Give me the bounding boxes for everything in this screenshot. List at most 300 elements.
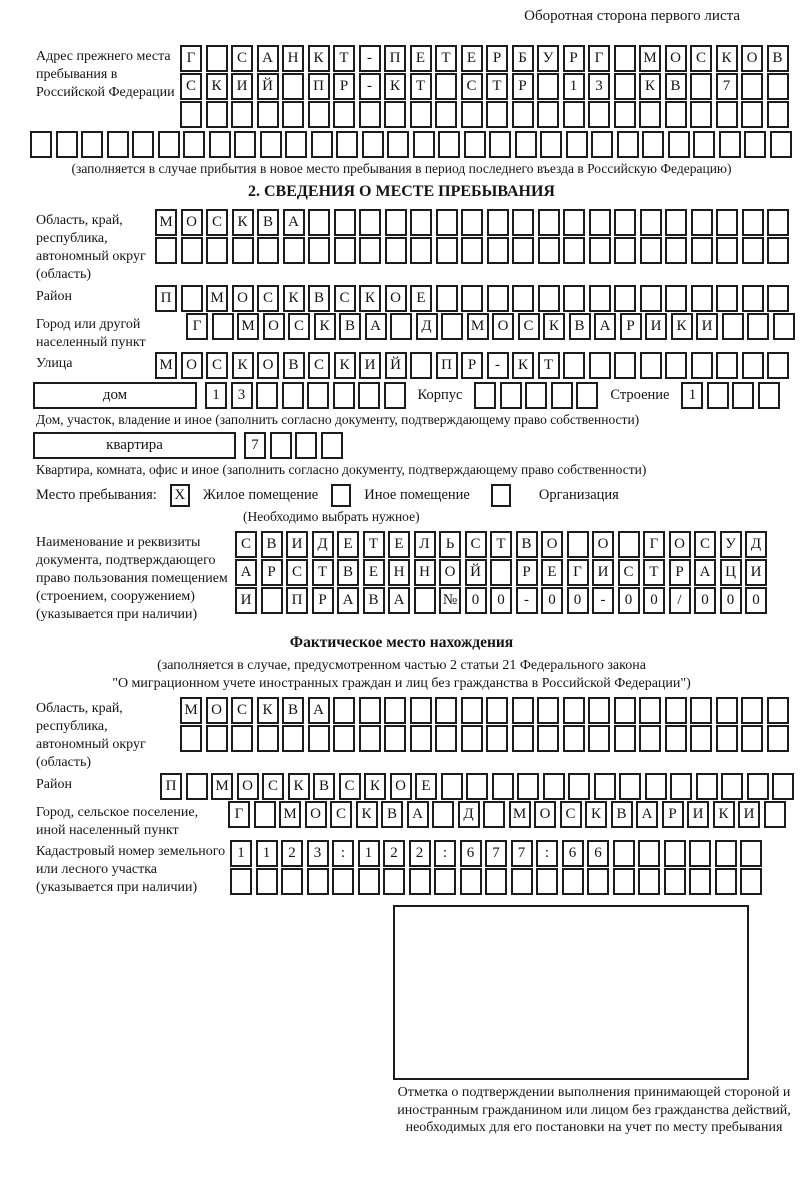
char-box[interactable]: С (334, 285, 356, 312)
char-box[interactable]: М (639, 45, 661, 72)
char-box[interactable]: М (155, 352, 177, 379)
char-box[interactable] (551, 382, 573, 409)
char-box[interactable] (270, 432, 292, 459)
char-box[interactable]: А (594, 313, 616, 340)
char-box[interactable] (232, 237, 254, 264)
house-field[interactable]: дом (33, 382, 197, 409)
char-box[interactable]: М (279, 801, 301, 828)
char-box[interactable] (691, 352, 713, 379)
char-box[interactable] (132, 131, 154, 158)
char-box[interactable]: К (671, 313, 693, 340)
char-box[interactable]: П (384, 45, 406, 72)
char-box[interactable]: С (330, 801, 352, 828)
char-box[interactable] (282, 73, 304, 100)
char-box[interactable]: К (206, 73, 228, 100)
char-box[interactable]: 1 (358, 840, 380, 867)
char-box[interactable]: О (534, 801, 556, 828)
char-box[interactable]: Е (388, 531, 410, 558)
char-box[interactable] (665, 285, 687, 312)
char-box[interactable]: Й (465, 559, 487, 586)
char-box[interactable]: Р (261, 559, 283, 586)
char-box[interactable] (588, 101, 610, 128)
char-box[interactable] (747, 313, 769, 340)
char-box[interactable] (436, 209, 458, 236)
char-box[interactable]: В (516, 531, 538, 558)
char-box[interactable] (589, 352, 611, 379)
char-box[interactable]: С (257, 285, 279, 312)
char-box[interactable] (282, 382, 304, 409)
char-box[interactable] (767, 101, 789, 128)
char-box[interactable]: Й (257, 73, 279, 100)
char-box[interactable] (614, 725, 636, 752)
char-box[interactable]: П (160, 773, 182, 800)
char-box[interactable] (261, 587, 283, 614)
char-box[interactable] (665, 352, 687, 379)
char-box[interactable]: 0 (567, 587, 589, 614)
char-box[interactable] (410, 237, 432, 264)
char-box[interactable] (691, 209, 713, 236)
char-box[interactable] (589, 285, 611, 312)
char-box[interactable]: К (283, 285, 305, 312)
char-box[interactable]: К (334, 352, 356, 379)
char-box[interactable] (716, 237, 738, 264)
char-box[interactable]: Ь (439, 531, 461, 558)
char-box[interactable] (642, 131, 664, 158)
char-box[interactable]: П (155, 285, 177, 312)
char-box[interactable] (563, 101, 585, 128)
char-box[interactable] (413, 131, 435, 158)
char-box[interactable]: И (359, 352, 381, 379)
char-box[interactable] (410, 725, 432, 752)
char-box[interactable]: М (155, 209, 177, 236)
char-box[interactable] (614, 73, 636, 100)
char-box[interactable]: 7 (485, 840, 507, 867)
char-box[interactable]: В (313, 773, 335, 800)
char-box[interactable] (689, 868, 711, 895)
char-box[interactable] (30, 131, 52, 158)
char-box[interactable]: К (713, 801, 735, 828)
char-box[interactable]: С (235, 531, 257, 558)
char-box[interactable]: К (543, 313, 565, 340)
char-box[interactable] (618, 531, 640, 558)
char-box[interactable] (638, 840, 660, 867)
char-box[interactable] (281, 868, 303, 895)
char-box[interactable]: О (206, 697, 228, 724)
char-box[interactable] (512, 209, 534, 236)
char-box[interactable] (231, 101, 253, 128)
char-box[interactable] (209, 131, 231, 158)
char-box[interactable]: С (288, 313, 310, 340)
char-box[interactable] (414, 587, 436, 614)
char-box[interactable] (333, 725, 355, 752)
char-box[interactable] (512, 237, 534, 264)
char-box[interactable]: В (665, 73, 687, 100)
char-box[interactable]: Е (363, 559, 385, 586)
char-box[interactable] (707, 382, 729, 409)
char-box[interactable]: 1 (681, 382, 703, 409)
char-box[interactable]: К (232, 209, 254, 236)
char-box[interactable] (563, 285, 585, 312)
char-box[interactable] (308, 725, 330, 752)
char-box[interactable] (614, 697, 636, 724)
char-box[interactable] (742, 285, 764, 312)
char-box[interactable] (614, 101, 636, 128)
char-box[interactable]: С (308, 352, 330, 379)
char-box[interactable]: 1 (205, 382, 227, 409)
char-box[interactable] (512, 697, 534, 724)
char-box[interactable]: О (305, 801, 327, 828)
char-box[interactable]: О (181, 352, 203, 379)
char-box[interactable] (537, 725, 559, 752)
char-box[interactable]: 2 (383, 840, 405, 867)
char-box[interactable] (435, 101, 457, 128)
char-box[interactable] (638, 868, 660, 895)
char-box[interactable] (517, 773, 539, 800)
char-box[interactable] (767, 697, 789, 724)
char-box[interactable] (461, 285, 483, 312)
char-box[interactable] (332, 868, 354, 895)
char-box[interactable]: В (337, 559, 359, 586)
char-box[interactable] (333, 697, 355, 724)
char-box[interactable]: Т (538, 352, 560, 379)
char-box[interactable]: М (180, 697, 202, 724)
char-box[interactable] (384, 101, 406, 128)
char-box[interactable]: А (365, 313, 387, 340)
char-box[interactable] (410, 697, 432, 724)
char-box[interactable] (486, 697, 508, 724)
char-box[interactable]: К (716, 45, 738, 72)
char-box[interactable] (334, 209, 356, 236)
char-box[interactable] (589, 209, 611, 236)
char-box[interactable] (384, 725, 406, 752)
char-box[interactable] (537, 697, 559, 724)
char-box[interactable] (230, 868, 252, 895)
char-box[interactable] (639, 725, 661, 752)
char-box[interactable]: Д (416, 313, 438, 340)
char-box[interactable] (512, 725, 534, 752)
char-box[interactable]: В (261, 531, 283, 558)
char-box[interactable] (461, 237, 483, 264)
char-box[interactable] (107, 131, 129, 158)
char-box[interactable]: А (235, 559, 257, 586)
char-box[interactable] (543, 773, 565, 800)
char-box[interactable]: 2 (281, 840, 303, 867)
char-box[interactable] (358, 382, 380, 409)
char-box[interactable] (487, 209, 509, 236)
char-box[interactable]: Е (461, 45, 483, 72)
char-box[interactable] (614, 209, 636, 236)
char-box[interactable] (537, 73, 559, 100)
char-box[interactable]: - (516, 587, 538, 614)
char-box[interactable] (665, 697, 687, 724)
char-box[interactable] (183, 131, 205, 158)
char-box[interactable]: Е (415, 773, 437, 800)
char-box[interactable] (282, 101, 304, 128)
char-box[interactable]: С (206, 209, 228, 236)
char-box[interactable] (181, 237, 203, 264)
char-box[interactable] (741, 73, 763, 100)
char-box[interactable] (436, 285, 458, 312)
char-box[interactable]: В (282, 697, 304, 724)
char-box[interactable] (732, 382, 754, 409)
char-box[interactable] (206, 237, 228, 264)
char-box[interactable] (568, 773, 590, 800)
char-box[interactable] (614, 285, 636, 312)
char-box[interactable] (741, 697, 763, 724)
char-box[interactable] (567, 531, 589, 558)
char-box[interactable]: О (232, 285, 254, 312)
char-box[interactable] (664, 868, 686, 895)
char-box[interactable] (640, 209, 662, 236)
char-box[interactable]: Н (414, 559, 436, 586)
char-box[interactable]: И (231, 73, 253, 100)
char-box[interactable]: Ц (720, 559, 742, 586)
char-box[interactable] (617, 131, 639, 158)
char-box[interactable]: А (337, 587, 359, 614)
char-box[interactable]: : (332, 840, 354, 867)
char-box[interactable] (772, 773, 794, 800)
char-box[interactable]: № (439, 587, 461, 614)
char-box[interactable] (614, 45, 636, 72)
char-box[interactable] (639, 101, 661, 128)
char-box[interactable] (461, 209, 483, 236)
char-box[interactable] (562, 868, 584, 895)
char-box[interactable] (234, 131, 256, 158)
char-box[interactable]: Г (186, 313, 208, 340)
char-box[interactable] (563, 209, 585, 236)
char-box[interactable] (307, 868, 329, 895)
char-box[interactable] (460, 868, 482, 895)
char-box[interactable]: 1 (256, 840, 278, 867)
char-box[interactable]: 0 (618, 587, 640, 614)
char-box[interactable]: 0 (694, 587, 716, 614)
char-box[interactable]: 7 (716, 73, 738, 100)
char-box[interactable] (483, 801, 505, 828)
char-box[interactable] (432, 801, 454, 828)
char-box[interactable] (435, 73, 457, 100)
char-box[interactable]: С (231, 697, 253, 724)
char-box[interactable]: И (235, 587, 257, 614)
char-box[interactable] (696, 773, 718, 800)
char-box[interactable]: 1 (230, 840, 252, 867)
char-box[interactable]: С (618, 559, 640, 586)
char-box[interactable] (358, 868, 380, 895)
char-box[interactable]: А (308, 697, 330, 724)
char-box[interactable]: Т (363, 531, 385, 558)
char-box[interactable]: 0 (541, 587, 563, 614)
char-box[interactable]: Т (486, 73, 508, 100)
char-box[interactable]: Р (512, 73, 534, 100)
char-box[interactable] (384, 382, 406, 409)
char-box[interactable] (537, 101, 559, 128)
char-box[interactable]: М (211, 773, 233, 800)
char-box[interactable] (307, 382, 329, 409)
char-box[interactable] (334, 237, 356, 264)
char-box[interactable]: О (385, 285, 407, 312)
char-box[interactable]: С (518, 313, 540, 340)
char-box[interactable] (486, 725, 508, 752)
char-box[interactable]: С (286, 559, 308, 586)
char-box[interactable]: С (206, 352, 228, 379)
char-box[interactable] (384, 697, 406, 724)
char-box[interactable]: 6 (562, 840, 584, 867)
char-box[interactable]: Д (312, 531, 334, 558)
char-box[interactable]: О (541, 531, 563, 558)
char-box[interactable] (385, 209, 407, 236)
char-box[interactable]: - (487, 352, 509, 379)
char-box[interactable] (589, 237, 611, 264)
char-box[interactable] (362, 131, 384, 158)
char-box[interactable] (181, 285, 203, 312)
char-box[interactable]: Т (490, 531, 512, 558)
char-box[interactable] (490, 559, 512, 586)
char-box[interactable]: С (339, 773, 361, 800)
char-box[interactable]: В (569, 313, 591, 340)
char-box[interactable]: Т (410, 73, 432, 100)
char-box[interactable]: Т (333, 45, 355, 72)
char-box[interactable]: И (738, 801, 760, 828)
char-box[interactable] (390, 313, 412, 340)
char-box[interactable] (690, 101, 712, 128)
apartment-field[interactable]: квартира (33, 432, 236, 459)
char-box[interactable]: Е (541, 559, 563, 586)
char-box[interactable]: М (467, 313, 489, 340)
char-box[interactable]: К (257, 697, 279, 724)
char-box[interactable]: О (237, 773, 259, 800)
char-box[interactable] (359, 101, 381, 128)
char-box[interactable] (563, 725, 585, 752)
char-box[interactable]: Г (567, 559, 589, 586)
char-box[interactable]: Г (180, 45, 202, 72)
char-box[interactable] (773, 313, 795, 340)
char-box[interactable]: Е (337, 531, 359, 558)
char-box[interactable]: Р (461, 352, 483, 379)
char-box[interactable] (767, 73, 789, 100)
char-box[interactable]: 0 (490, 587, 512, 614)
char-box[interactable]: Р (333, 73, 355, 100)
char-box[interactable]: Р (516, 559, 538, 586)
char-box[interactable]: К (314, 313, 336, 340)
char-box[interactable] (741, 725, 763, 752)
char-box[interactable]: 3 (231, 382, 253, 409)
char-box[interactable] (665, 237, 687, 264)
char-box[interactable]: О (390, 773, 412, 800)
char-box[interactable]: С (231, 45, 253, 72)
char-box[interactable]: А (636, 801, 658, 828)
char-box[interactable] (716, 209, 738, 236)
char-box[interactable]: А (694, 559, 716, 586)
char-box[interactable]: О (439, 559, 461, 586)
char-box[interactable] (591, 131, 613, 158)
char-box[interactable] (206, 725, 228, 752)
char-box[interactable] (640, 352, 662, 379)
char-box[interactable] (438, 131, 460, 158)
char-box[interactable] (441, 313, 463, 340)
char-box[interactable] (690, 73, 712, 100)
checkbox-residential[interactable]: X (170, 484, 190, 507)
char-box[interactable] (563, 352, 585, 379)
char-box[interactable]: С (262, 773, 284, 800)
char-box[interactable] (409, 868, 431, 895)
char-box[interactable]: 0 (643, 587, 665, 614)
char-box[interactable]: И (592, 559, 614, 586)
char-box[interactable] (410, 352, 432, 379)
char-box[interactable]: 6 (587, 840, 609, 867)
char-box[interactable] (359, 237, 381, 264)
char-box[interactable] (668, 131, 690, 158)
char-box[interactable] (511, 868, 533, 895)
char-box[interactable] (740, 868, 762, 895)
char-box[interactable]: Е (410, 285, 432, 312)
char-box[interactable] (283, 237, 305, 264)
char-box[interactable]: П (308, 73, 330, 100)
char-box[interactable]: Р (486, 45, 508, 72)
char-box[interactable] (716, 697, 738, 724)
char-box[interactable] (206, 45, 228, 72)
char-box[interactable]: - (359, 73, 381, 100)
char-box[interactable]: П (286, 587, 308, 614)
char-box[interactable]: 7 (511, 840, 533, 867)
char-box[interactable] (308, 101, 330, 128)
char-box[interactable] (665, 725, 687, 752)
char-box[interactable] (512, 285, 534, 312)
char-box[interactable] (767, 285, 789, 312)
char-box[interactable] (613, 840, 635, 867)
char-box[interactable]: 7 (244, 432, 266, 459)
char-box[interactable] (690, 697, 712, 724)
char-box[interactable]: Т (435, 45, 457, 72)
char-box[interactable]: К (359, 285, 381, 312)
char-box[interactable] (538, 237, 560, 264)
char-box[interactable] (212, 313, 234, 340)
char-box[interactable]: И (645, 313, 667, 340)
char-box[interactable]: В (611, 801, 633, 828)
char-box[interactable]: А (257, 45, 279, 72)
char-box[interactable] (336, 131, 358, 158)
char-box[interactable]: О (741, 45, 763, 72)
char-box[interactable]: : (434, 840, 456, 867)
char-box[interactable] (295, 432, 317, 459)
char-box[interactable] (614, 237, 636, 264)
char-box[interactable] (434, 868, 456, 895)
char-box[interactable] (461, 697, 483, 724)
char-box[interactable] (257, 725, 279, 752)
char-box[interactable] (740, 840, 762, 867)
char-box[interactable]: Д (458, 801, 480, 828)
char-box[interactable] (492, 773, 514, 800)
char-box[interactable] (466, 773, 488, 800)
char-box[interactable] (719, 131, 741, 158)
char-box[interactable] (614, 352, 636, 379)
char-box[interactable] (742, 209, 764, 236)
char-box[interactable] (485, 868, 507, 895)
char-box[interactable] (770, 131, 792, 158)
char-box[interactable] (525, 382, 547, 409)
char-box[interactable] (566, 131, 588, 158)
char-box[interactable] (716, 101, 738, 128)
char-box[interactable]: Е (410, 45, 432, 72)
char-box[interactable] (436, 237, 458, 264)
char-box[interactable]: А (283, 209, 305, 236)
char-box[interactable]: Т (643, 559, 665, 586)
char-box[interactable] (441, 773, 463, 800)
char-box[interactable]: 0 (745, 587, 767, 614)
char-box[interactable] (538, 285, 560, 312)
char-box[interactable] (180, 725, 202, 752)
char-box[interactable]: У (537, 45, 559, 72)
char-box[interactable] (540, 131, 562, 158)
char-box[interactable]: - (359, 45, 381, 72)
